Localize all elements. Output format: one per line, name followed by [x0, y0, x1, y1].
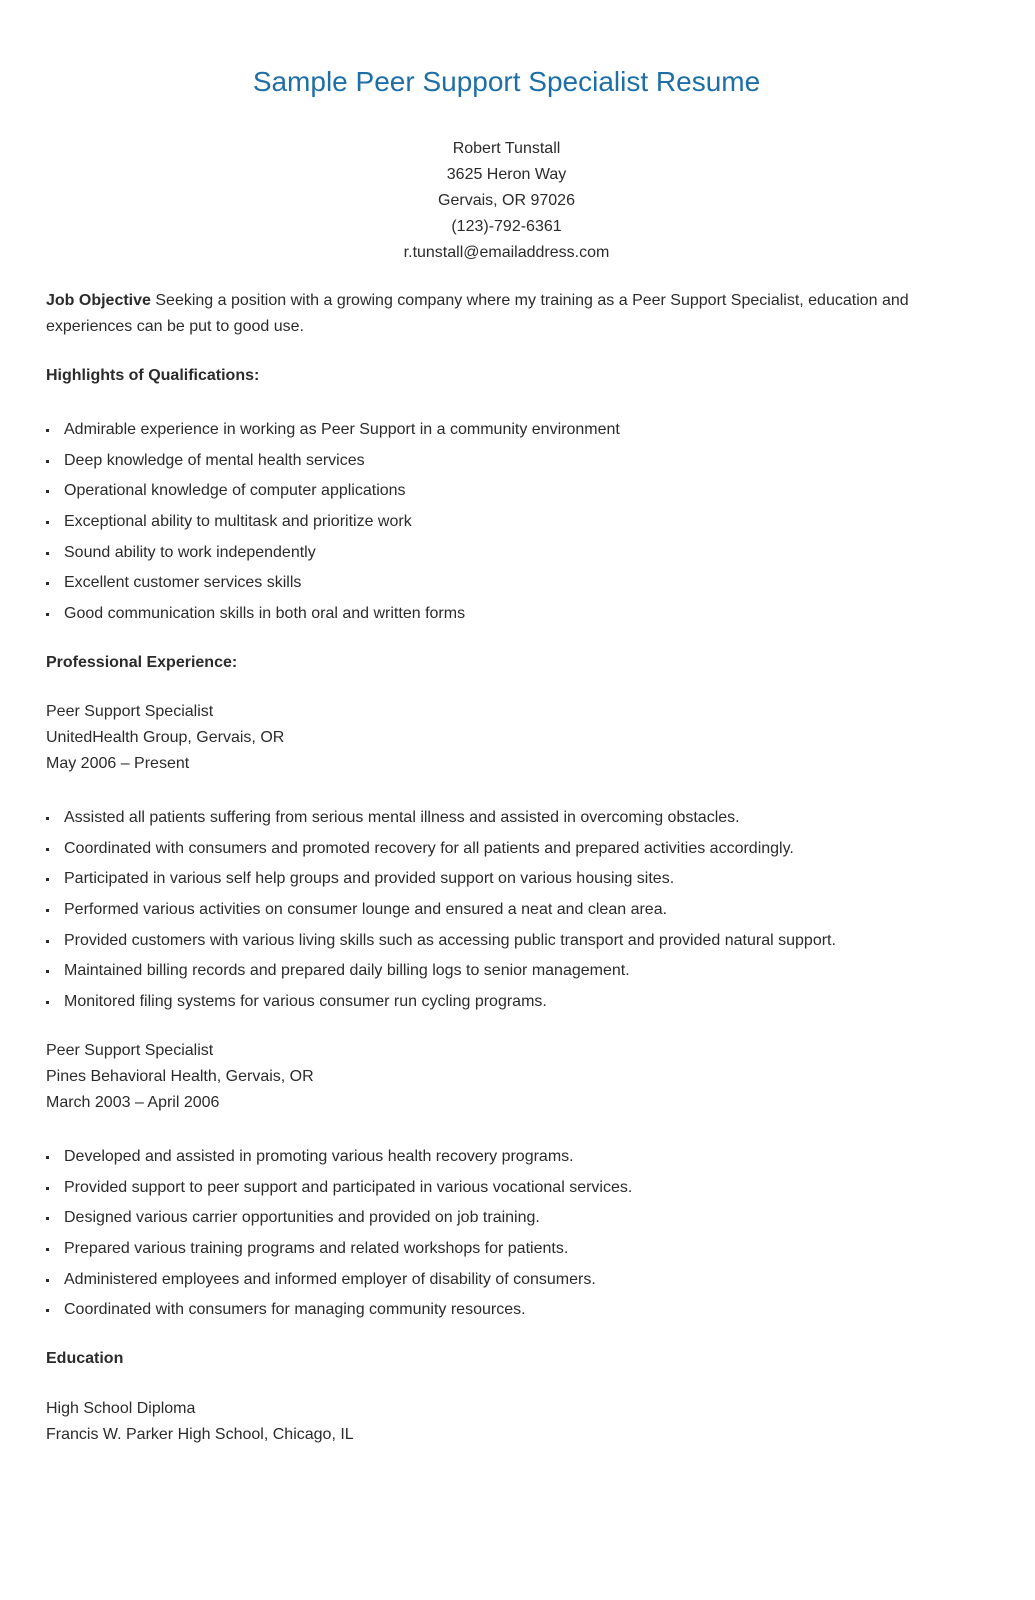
contact-city: Gervais, OR 97026: [438, 192, 575, 209]
list-item: Good communication skills in both oral and written forms: [46, 601, 976, 632]
bullet-icon: [46, 1187, 49, 1190]
bullet-icon: [46, 817, 49, 820]
education-block: [46, 1396, 354, 1448]
job-dates: May 2006 – Present: [46, 755, 190, 772]
list-item: Administered employees and informed employer of disability of consumers.: [46, 1267, 976, 1298]
education-degree: High School Diploma: [46, 1400, 196, 1417]
objective-text: Seeking a position with a growing company where my training as a Peer Support Specialist, education and experiences can be put to good use.: [46, 292, 909, 335]
highlights-heading: Highlights of Qualifications:: [46, 367, 260, 384]
contact-name: Robert Tunstall: [452, 140, 561, 157]
contact-email: r.tunstall@emailaddress.com: [403, 244, 610, 261]
bullet-icon: [46, 1309, 49, 1312]
list-item: Coordinated with consumers and promoted recovery for all patients and prepared activities accordingly.: [46, 836, 976, 867]
job-2-duties: [46, 1144, 976, 1328]
bullet-icon: [46, 582, 49, 585]
list-item: Assisted all patients suffering from serious mental illness and assisted in overcoming obstacles.: [46, 805, 976, 836]
bullet-icon: [46, 1156, 49, 1159]
bullet-icon: [46, 970, 49, 973]
bullet-icon: [46, 878, 49, 881]
list-item: Excellent customer services skills: [46, 570, 976, 601]
list-item: Admirable experience in working as Peer Support in a community environment: [46, 417, 976, 448]
list-item: Coordinated with consumers for managing community resources.: [46, 1297, 976, 1328]
objective-label: Job Objective: [46, 292, 151, 309]
page-title: Sample Peer Support Specialist Resume: [252, 66, 761, 97]
bullet-icon: [46, 613, 49, 616]
list-item: Performed various activities on consumer lounge and ensured a neat and clean area.: [46, 897, 976, 928]
job-title: Peer Support Specialist: [46, 703, 214, 720]
list-item: Developed and assisted in promoting various health recovery programs.: [46, 1144, 976, 1175]
list-item: Operational knowledge of computer applications: [46, 478, 976, 509]
list-item: Provided customers with various living skills such as accessing public transport and provided natural support.: [46, 928, 976, 959]
job-header-1: [46, 699, 284, 777]
job-company: Pines Behavioral Health, Gervais, OR: [46, 1068, 314, 1085]
bullet-icon: [46, 460, 49, 463]
highlights-list: [46, 417, 976, 632]
list-item: Prepared various training programs and related workshops for patients.: [46, 1236, 976, 1267]
contact-phone: (123)-792-6361: [451, 218, 562, 235]
job-company: UnitedHealth Group, Gervais, OR: [46, 729, 285, 746]
job-dates: March 2003 – April 2006: [46, 1094, 220, 1111]
job-header-2: [46, 1038, 314, 1116]
experience-heading: Professional Experience:: [46, 654, 238, 671]
bullet-icon: [46, 1001, 49, 1004]
education-school: Francis W. Parker High School, Chicago, IL: [46, 1426, 354, 1443]
education-heading: Education: [46, 1350, 124, 1367]
contact-block: [0, 136, 1013, 266]
list-item: Provided support to peer support and participated in various vocational services.: [46, 1175, 976, 1206]
list-item: Monitored filing systems for various consumer run cycling programs.: [46, 989, 976, 1020]
list-item: Deep knowledge of mental health services: [46, 448, 976, 479]
bullet-icon: [46, 490, 49, 493]
bullet-icon: [46, 1248, 49, 1251]
job-objective: [46, 288, 966, 340]
list-item: Exceptional ability to multitask and prioritize work: [46, 509, 976, 540]
bullet-icon: [46, 552, 49, 555]
bullet-icon: [46, 1279, 49, 1282]
bullet-icon: [46, 429, 49, 432]
bullet-icon: [46, 521, 49, 524]
list-item: Designed various carrier opportunities and provided on job training.: [46, 1205, 976, 1236]
bullet-icon: [46, 940, 49, 943]
bullet-icon: [46, 1217, 49, 1220]
bullet-icon: [46, 909, 49, 912]
list-item: Maintained billing records and prepared daily billing logs to senior management.: [46, 958, 976, 989]
job-1-duties: [46, 805, 976, 1020]
contact-street: 3625 Heron Way: [446, 166, 567, 183]
list-item: Participated in various self help groups and provided support on various housing sites.: [46, 866, 976, 897]
bullet-icon: [46, 848, 49, 851]
job-title: Peer Support Specialist: [46, 1042, 214, 1059]
list-item: Sound ability to work independently: [46, 540, 976, 571]
